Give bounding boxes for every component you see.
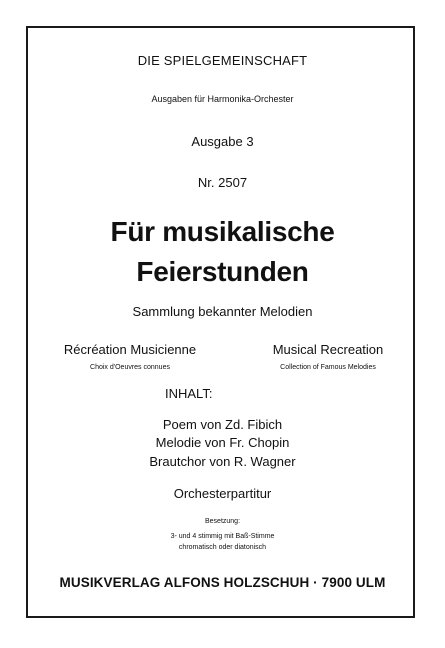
series-subtitle: Ausgaben für Harmonika-Orchester	[151, 94, 294, 104]
english-subtitle: Collection of Famous Melodies	[280, 364, 376, 371]
publisher-imprint: MUSIKVERLAG ALFONS HOLZSCHUH · 7900 ULM	[59, 575, 386, 590]
english-title: Musical Recreation	[272, 342, 384, 357]
title-line-1: Für musikalische	[110, 216, 335, 247]
contents-item: Poem von Zd. Fibich	[162, 417, 283, 432]
instrumentation-line: 3- und 4 stimmig mit Baß-Stimme	[170, 533, 275, 540]
instrumentation-line: chromatisch oder diatonisch	[178, 544, 267, 551]
collection-subtitle: Sammlung bekannter Melodien	[132, 304, 313, 319]
instrumentation-heading: Besetzung:	[204, 518, 241, 525]
series-name: DIE SPIELGEMEINSCHAFT	[137, 53, 308, 68]
score-type: Orchesterpartitur	[173, 486, 272, 501]
contents-heading: INHALT:	[165, 386, 213, 401]
edition-label: Ausgabe 3	[191, 134, 254, 149]
contents-item: Melodie von Fr. Chopin	[155, 435, 290, 450]
french-subtitle: Choix d'Oeuvres connues	[90, 364, 170, 371]
title-line-2: Feierstunden	[136, 256, 309, 287]
contents-item: Brautchor von R. Wagner	[149, 454, 296, 469]
catalog-number: Nr. 2507	[197, 175, 248, 190]
french-title: Récréation Musicienne	[63, 342, 197, 357]
page-border	[26, 26, 415, 618]
